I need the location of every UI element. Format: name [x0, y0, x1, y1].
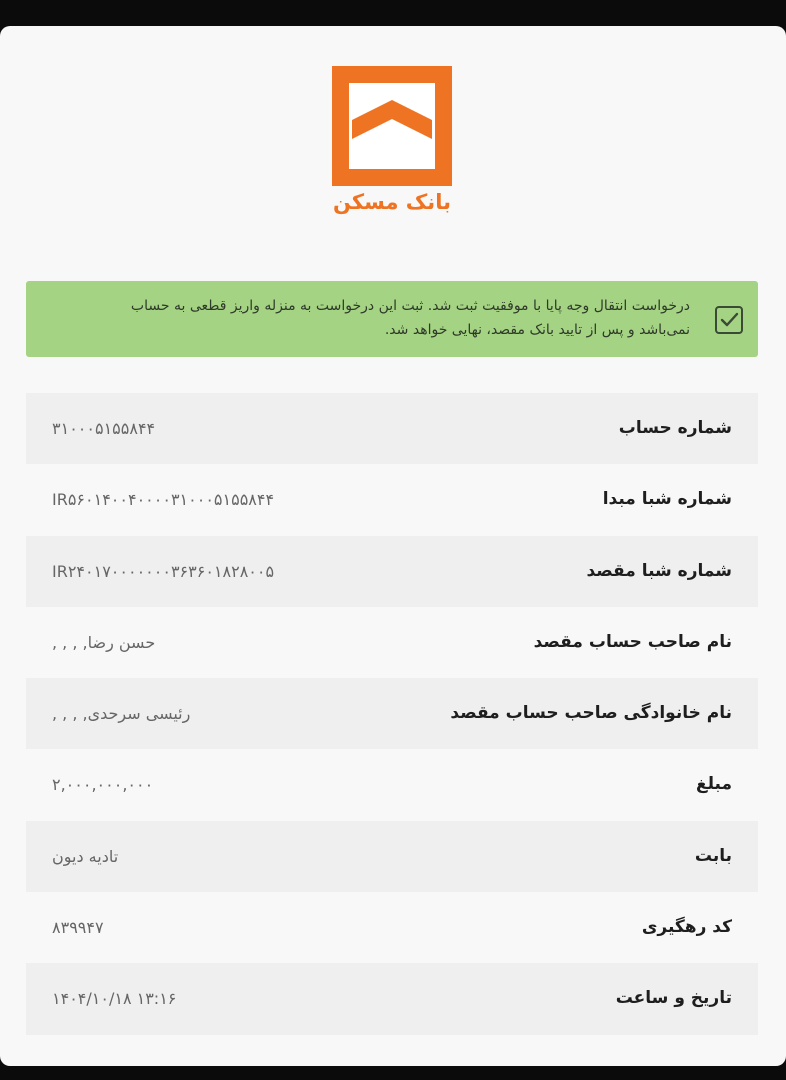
detail-label: شماره حساب [618, 418, 732, 438]
bank-logo [332, 66, 452, 226]
detail-row-source-sheba [26, 464, 758, 535]
detail-label: نام صاحب حساب مقصد [533, 631, 732, 652]
bank-logo-mark-icon [332, 66, 452, 186]
detail-value: ۳۱۰۰۰۵۱۵۵۸۴۴ [52, 419, 156, 438]
detail-value: حسن رضا, , , , [52, 632, 156, 652]
detail-label: کد رهگیری [641, 917, 732, 938]
detail-row-date-time [26, 963, 758, 1034]
detail-row-tracking-code [26, 892, 758, 963]
detail-row-purpose [26, 821, 758, 892]
detail-label: تاریخ و ساعت [615, 988, 732, 1009]
detail-value: IR۵۶۰۱۴۰۰۴۰۰۰۰۳۱۰۰۰۵۱۵۵۸۴۴ [52, 490, 275, 510]
detail-value: رئیسی سرحدی, , , , [52, 704, 191, 724]
success-alert [26, 281, 758, 357]
detail-label: شماره شبا مبدا [602, 489, 732, 510]
transaction-details [26, 393, 758, 1035]
detail-label: بابت [694, 845, 732, 866]
checkbox-checked-icon [714, 305, 744, 335]
detail-label: نام خانوادگی صاحب حساب مقصد [450, 703, 732, 724]
detail-label: شماره شبا مقصد [586, 560, 732, 581]
detail-row-destination-sheba [26, 536, 758, 607]
alert-message: درخواست انتقال وجه پایا با موفقیت ثبت شد. ثبت این درخواست به منزله واریز قطعی به حساب نمی‌باشد و پس از تایید بانک مقصد، نهایی خواهد شد. [130, 298, 690, 338]
detail-value: تادیه دیون [52, 846, 119, 866]
detail-value: ۸۳۹۹۴۷ [52, 918, 104, 938]
receipt-card [0, 26, 786, 1066]
detail-row-recipient-first-name [26, 607, 758, 678]
bank-name: بانک مسکن [333, 190, 451, 214]
detail-label: مبلغ [695, 774, 732, 795]
detail-row-account-number [26, 393, 758, 464]
detail-row-recipient-last-name [26, 678, 758, 749]
detail-value: ۲,۰۰۰,۰۰۰,۰۰۰ [52, 775, 154, 795]
detail-row-amount [26, 749, 758, 820]
detail-value: IR۲۴۰۱۷۰۰۰۰۰۰۰۳۶۳۶۰۱۸۲۸۰۰۵ [52, 561, 275, 581]
detail-value: ۱۴۰۴/۱۰/۱۸ ۱۳:۱۶ [52, 989, 177, 1009]
